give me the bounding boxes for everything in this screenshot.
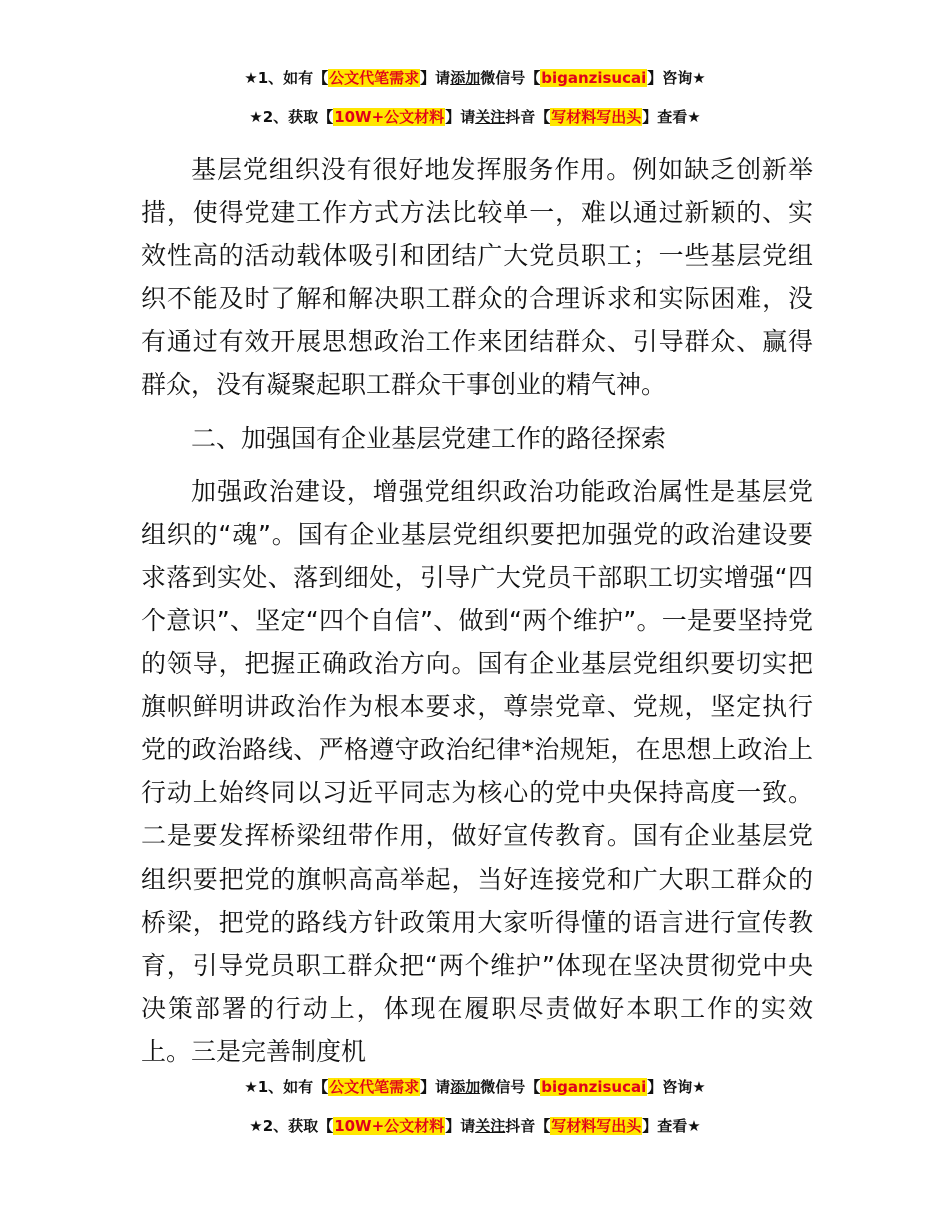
promo-text: 抖音【: [505, 1117, 551, 1135]
paragraph: 基层党组织没有很好地发挥服务作用。例如缺乏创新举措，使得党建工作方式方法比较单一，难以通过新颖的、实效性高的活动载体吸引和团结广大党员职工；一些基层党组织不能及时了解和解决职工群众的合理诉求和实际困难，没有通过有效开展思想政治工作来团结群众、引导群众、赢得群众，没有凝聚起职工群众干事创业的精气神。: [141, 155, 813, 400]
promo-suffix: 】查看★: [642, 1117, 701, 1135]
paragraph: 加强政治建设，增强党组织政治功能政治属性是基层党组织的“魂”。国有企业基层党组织要把加强党的政治建设要求落到实处、落到细处，引导广大党员干部职工切实增强“四个意识”、坚定“四个自信”、做到“两个维护”。一是要坚持党的领导，把握正确政治方向。国有企业基层党组织要切实把旗帜鲜明讲政治作为根本要求，尊崇党章、党规，坚定执行党的政治路线、严格遵守政治纪律*治规矩，在思想上政治上行动上始终同以习近平同志为核心的党中央保持高度一致。二是要发挥桥梁纽带作用，做好宣传教育。国有企业基层党组织要把党的旗帜高高举起，当好连接党和广大职工群众的桥梁，把党的路线方针政策用大家听得懂的语言进行宣传教育，引导党员职工群众把“两个维护”体现在坚决贯彻党中央决策部署的行动上，体现在履职尽责做好本职工作的实效上。三是完善制度机: [141, 476, 813, 1066]
promo-prefix: ★2、获取【: [249, 1117, 334, 1135]
promo-highlight: 公文代笔需求: [329, 1078, 420, 1096]
promo-emphasis: 添加: [450, 1078, 481, 1096]
section-heading: 二、加强国有企业基层党建工作的路径探索: [191, 423, 667, 453]
header-promo-line-1: [0, 67, 950, 89]
promo-prefix: ★2、获取【: [249, 108, 334, 126]
document-body: [141, 148, 813, 1073]
promo-emphasis: 添加: [450, 69, 481, 87]
promo-emphasis: 关注: [475, 108, 506, 126]
promo-suffix: 】咨询★: [647, 1078, 706, 1096]
promo-text: 】请: [445, 108, 476, 126]
footer-promo-line-1: [0, 1076, 950, 1098]
promo-douyin-id: 写材料写出头: [551, 108, 642, 126]
promo-text: 】请: [445, 1117, 476, 1135]
footer-promo-line-2: [0, 1115, 950, 1137]
promo-prefix: ★1、如有【: [244, 1078, 329, 1096]
promo-highlight: 10W+公文材料: [334, 108, 445, 126]
promo-text: 】请: [420, 69, 451, 87]
promo-suffix: 】查看★: [642, 108, 701, 126]
promo-suffix: 】咨询★: [647, 69, 706, 87]
header-promo-line-2: [0, 106, 950, 128]
promo-emphasis: 关注: [475, 1117, 506, 1135]
promo-highlight: 10W+公文材料: [334, 1117, 445, 1135]
promo-prefix: ★1、如有【: [244, 69, 329, 87]
promo-douyin-id: 写材料写出头: [551, 1117, 642, 1135]
promo-text: 抖音【: [505, 108, 551, 126]
promo-wechat-id: biganzisucai: [541, 1078, 647, 1096]
promo-highlight: 公文代笔需求: [329, 69, 420, 87]
promo-text: 】请: [420, 1078, 451, 1096]
promo-wechat-id: biganzisucai: [541, 69, 647, 87]
promo-text: 微信号【: [480, 69, 541, 87]
promo-text: 微信号【: [480, 1078, 541, 1096]
